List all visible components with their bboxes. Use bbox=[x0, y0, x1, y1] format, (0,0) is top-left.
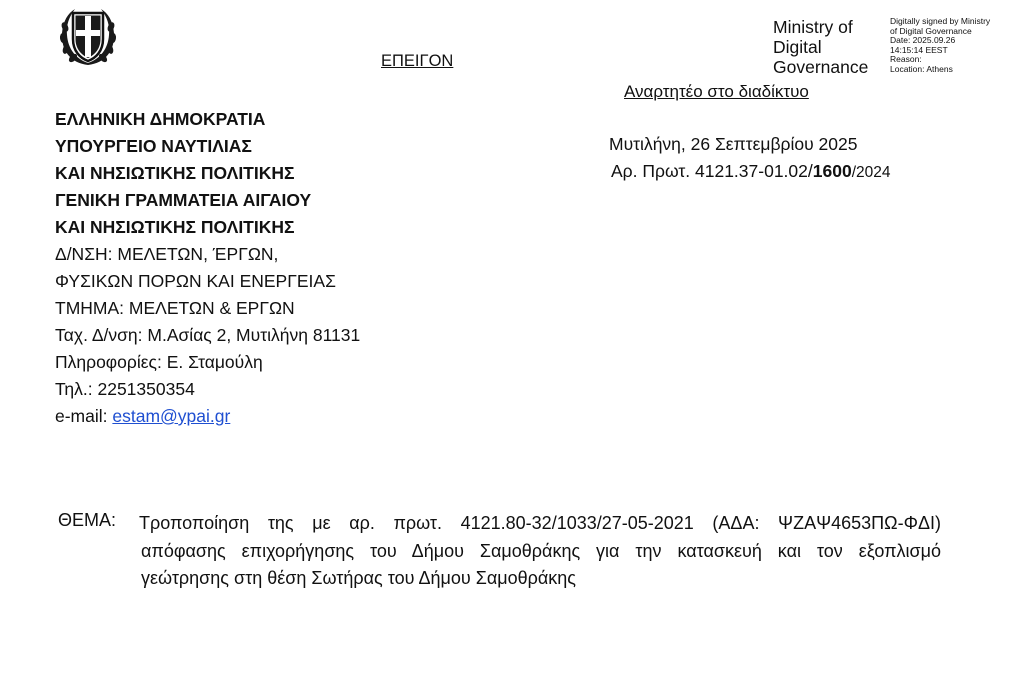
posting-label: Αναρτητέο στο διαδίκτυο bbox=[624, 82, 809, 101]
sender-detail-line: ΦΥΣΙΚΩΝ ΠΟΡΩΝ ΚΑΙ ΕΝΕΡΓΕΙΑΣ bbox=[55, 271, 336, 291]
place-date-block bbox=[609, 131, 890, 186]
signature-detail-line: Reason: bbox=[890, 54, 922, 65]
sender-address: Ταχ. Δ/νση: Μ.Ασίας 2, Μυτιλήνη 81131 bbox=[55, 325, 361, 345]
sender-contact-person: Πληροφορίες: Ε. Σταμούλη bbox=[55, 352, 263, 372]
subject-line: Τροποποίηση της με αρ. πρωτ. 4121.80-32/1033/27-05-2021 (ΑΔΑ: ΨΖΑΨ4653ΠΩ-ΦΔΙ) bbox=[139, 513, 941, 533]
signature-detail-line: Location: Athens bbox=[890, 63, 953, 74]
sender-email-line bbox=[55, 403, 360, 430]
signature-detail-line: of Digital Governance bbox=[890, 25, 972, 36]
protocol-suffix: /2024 bbox=[851, 164, 891, 181]
sender-block bbox=[55, 106, 360, 430]
subject-line: γεώτρησης στη θέση Σωτήρας του Δήμου Σαμοθράκης bbox=[141, 568, 576, 588]
sender-authority-line: ΚΑΙ ΝΗΣΙΩΤΙΚΗΣ ΠΟΛΙΤΙΚΗΣ bbox=[55, 217, 295, 237]
sender-authority-line: ΥΠΟΥΡΓΕΙΟ ΝΑΥΤΙΛΙΑΣ bbox=[55, 136, 252, 156]
sender-phone: Τηλ.: 2251350354 bbox=[55, 379, 195, 399]
subject-line: απόφασης επιχορήγησης του Δήμου Σαμοθράκης για την κατασκευή και τον εξοπλισμό bbox=[141, 540, 941, 561]
digital-signature-ministry bbox=[773, 17, 868, 77]
signature-ministry-line: Governance bbox=[773, 57, 869, 77]
subject-label: ΘΕΜΑ: bbox=[58, 510, 117, 530]
signature-ministry-line: Digital bbox=[773, 37, 822, 57]
signature-detail-line: Digitally signed by Ministry bbox=[890, 16, 991, 26]
sender-authority-line: ΕΛΛΗΝΙΚΗ ΔΗΜΟΚΡΑΤΙΑ bbox=[55, 109, 266, 129]
protocol-number-bold: 1600 bbox=[812, 161, 852, 181]
subject-text bbox=[141, 510, 941, 593]
signature-detail-line: Date: 2025.09.26 bbox=[890, 35, 956, 46]
protocol-number bbox=[611, 158, 890, 186]
signature-detail-line: 14:15:14 EEST bbox=[890, 44, 948, 55]
greek-coat-of-arms-icon bbox=[55, 5, 121, 69]
sender-detail-line: Δ/ΝΣΗ: ΜΕΛΕΤΩΝ, ΈΡΓΩΝ, bbox=[55, 244, 279, 264]
protocol-prefix: Αρ. Πρωτ. 4121.37-01.02/ bbox=[611, 161, 813, 181]
sender-authority-line: ΓΕΝΙΚΗ ΓΡΑΜΜΑΤΕΙΑ ΑΙΓΑΙΟΥ bbox=[55, 190, 312, 210]
email-link[interactable]: estam@ypai.gr bbox=[112, 406, 231, 426]
urgent-label: ΕΠΕΙΓΟΝ bbox=[381, 52, 454, 70]
sender-detail-line: ΤΜΗΜΑ: ΜΕΛΕΤΩΝ & ΕΡΓΩΝ bbox=[55, 298, 295, 318]
sender-authority-line: ΚΑΙ ΝΗΣΙΩΤΙΚΗΣ ΠΟΛΙΤΙΚΗΣ bbox=[55, 163, 295, 183]
email-label: e-mail: bbox=[55, 406, 113, 426]
place-date: Μυτιλήνη, 26 Σεπτεμβρίου 2025 bbox=[609, 134, 858, 154]
signature-ministry-line: Ministry of bbox=[773, 17, 853, 37]
digital-signature-details bbox=[890, 17, 990, 75]
